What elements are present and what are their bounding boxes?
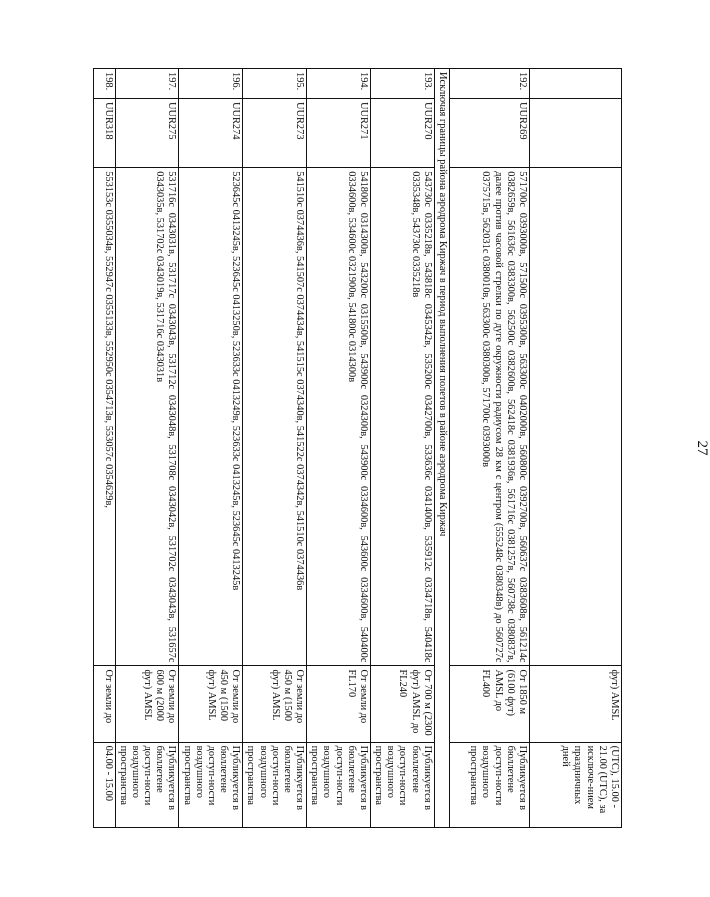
- activation-time-cell: Публикуется в бюллетене доступ-ности воздушного пространства: [370, 742, 434, 827]
- activation-time-cell: 04.00 - 15.00: [93, 742, 115, 827]
- row-number-cell: 198.: [93, 69, 115, 99]
- activation-time-cell: Публикуется в бюллетене доступ-ности воздушного пространства: [179, 742, 243, 827]
- airspace-table-body: [93, 69, 621, 828]
- document-page: [92, 68, 710, 828]
- altitude-cell: От земли до 450 м (1500 фут) AMSL: [243, 666, 307, 742]
- table-row: [450, 69, 530, 828]
- activation-time-cell: (UTC), 15.00 - 21.00 (UTC), за исключе-нием праздничных дней: [530, 742, 622, 827]
- activation-time-cell: Публикуется в бюллетене доступ-ности воздушного пространства: [243, 742, 307, 827]
- zone-code-cell: UUR269: [450, 98, 530, 167]
- altitude-cell: От земли до: [93, 666, 115, 742]
- zone-code-cell: UUR275: [115, 98, 179, 167]
- coordinates-cell: 541510с 0374436в, 541507с 0374434в, 541515с 0374340в, 541522с 0374342в, 541510с 0374436в: [243, 168, 307, 666]
- zone-code-cell: UUR271: [307, 98, 371, 167]
- zone-code-cell: UUR270: [370, 98, 434, 167]
- section-header: Исключая границы района аэродрома Киржач в период выполнения полетов в районе аэродрома Киржач: [434, 69, 449, 828]
- altitude-cell: От земли до 600 м (2000 фут) AMSL: [115, 666, 179, 742]
- table-row: [307, 69, 371, 828]
- zone-code-cell: [530, 98, 622, 167]
- row-number-cell: [530, 69, 622, 99]
- altitude-cell: От 1850 м (6100 фут) AMSL до FL400: [450, 666, 530, 742]
- row-number-cell: 196.: [179, 69, 243, 99]
- coordinates-cell: 543730с 0335218в, 543818с 0345342в, 535200с 0342700в, 533636с 0341400в, 535912с 0334718в, 540418с 0335348в, 543730с 0335218в: [370, 168, 434, 666]
- table-row: [243, 69, 307, 828]
- coordinates-cell: 553153с 0355034в, 552947с 0355133в, 552950с 0354713в, 553057с 0354629в,: [93, 168, 115, 666]
- row-number-cell: 193.: [370, 69, 434, 99]
- table-row: [93, 69, 115, 828]
- table-row: [370, 69, 434, 828]
- row-number-cell: 194.: [307, 69, 371, 99]
- altitude-cell: От земли до 450 м (1500 фут) AMSL: [179, 666, 243, 742]
- table-row: [530, 69, 622, 828]
- table-row: [179, 69, 243, 828]
- row-number-cell: 197.: [115, 69, 179, 99]
- coordinates-cell: 531716с 0343031в, 531717с 0343043в, 531712с 0343048в, 531708с 0343042в, 531702с 0343043в, 531657с 0343035в, 531702с 0343019в, 531716с 0343031в: [115, 168, 179, 666]
- zone-code-cell: UUR274: [179, 98, 243, 167]
- section-header-row: [434, 69, 449, 828]
- coordinates-cell: 571700с 0393000в, 571500с 0395300в, 563300с 0402000в, 560800с 0392700в, 560637с 0383608в, 561214с 0382659в, 561636с 0383300в, 562500с 0382600в, 562418с 0381936в, 561716с 0381257в, 560738с 0380837в, далее против часовой стрелки по дуге окружности радиусом 28 км с центром (555248с 0380348в) до 560727с 0375715в, 562031с 0380010в, 563300с 0380300в, 571700с 0393000в: [450, 168, 530, 666]
- zone-code-cell: UUR273: [243, 98, 307, 167]
- row-number-cell: 195.: [243, 69, 307, 99]
- activation-time-cell: Публикуется в бюллетене доступ-ности воздушного пространства: [450, 742, 530, 827]
- row-number-cell: 192.: [450, 69, 530, 99]
- zone-code-cell: UUR318: [93, 98, 115, 167]
- coordinates-cell: 523645с 0413245в, 523645с 0413250в, 523633с 0413249в, 523633с 0413245в, 523645с 0413245в: [179, 168, 243, 666]
- altitude-cell: фут) AMSL: [530, 666, 622, 742]
- page-number: 27: [694, 440, 710, 456]
- coordinates-cell: [530, 168, 622, 666]
- table-row: [115, 69, 179, 828]
- altitude-cell: От земли до FL170: [307, 666, 371, 742]
- altitude-cell: От 700 м (2300 фут) AMSL до FL240: [370, 666, 434, 742]
- activation-time-cell: Публикуется в бюллетене доступ-ности воздушного пространства: [307, 742, 371, 827]
- activation-time-cell: Публикуется в бюллетене доступ-ности воздушного пространства: [115, 742, 179, 827]
- coordinates-cell: 541800с 0314300в, 543200с 0315500в, 543900с 0324300в, 543900с 0334600в, 543600с 0334600в, 540400с 0334600в, 534600с 0321900в, 541800с 0314300в: [307, 168, 371, 666]
- airspace-table: [93, 68, 622, 828]
